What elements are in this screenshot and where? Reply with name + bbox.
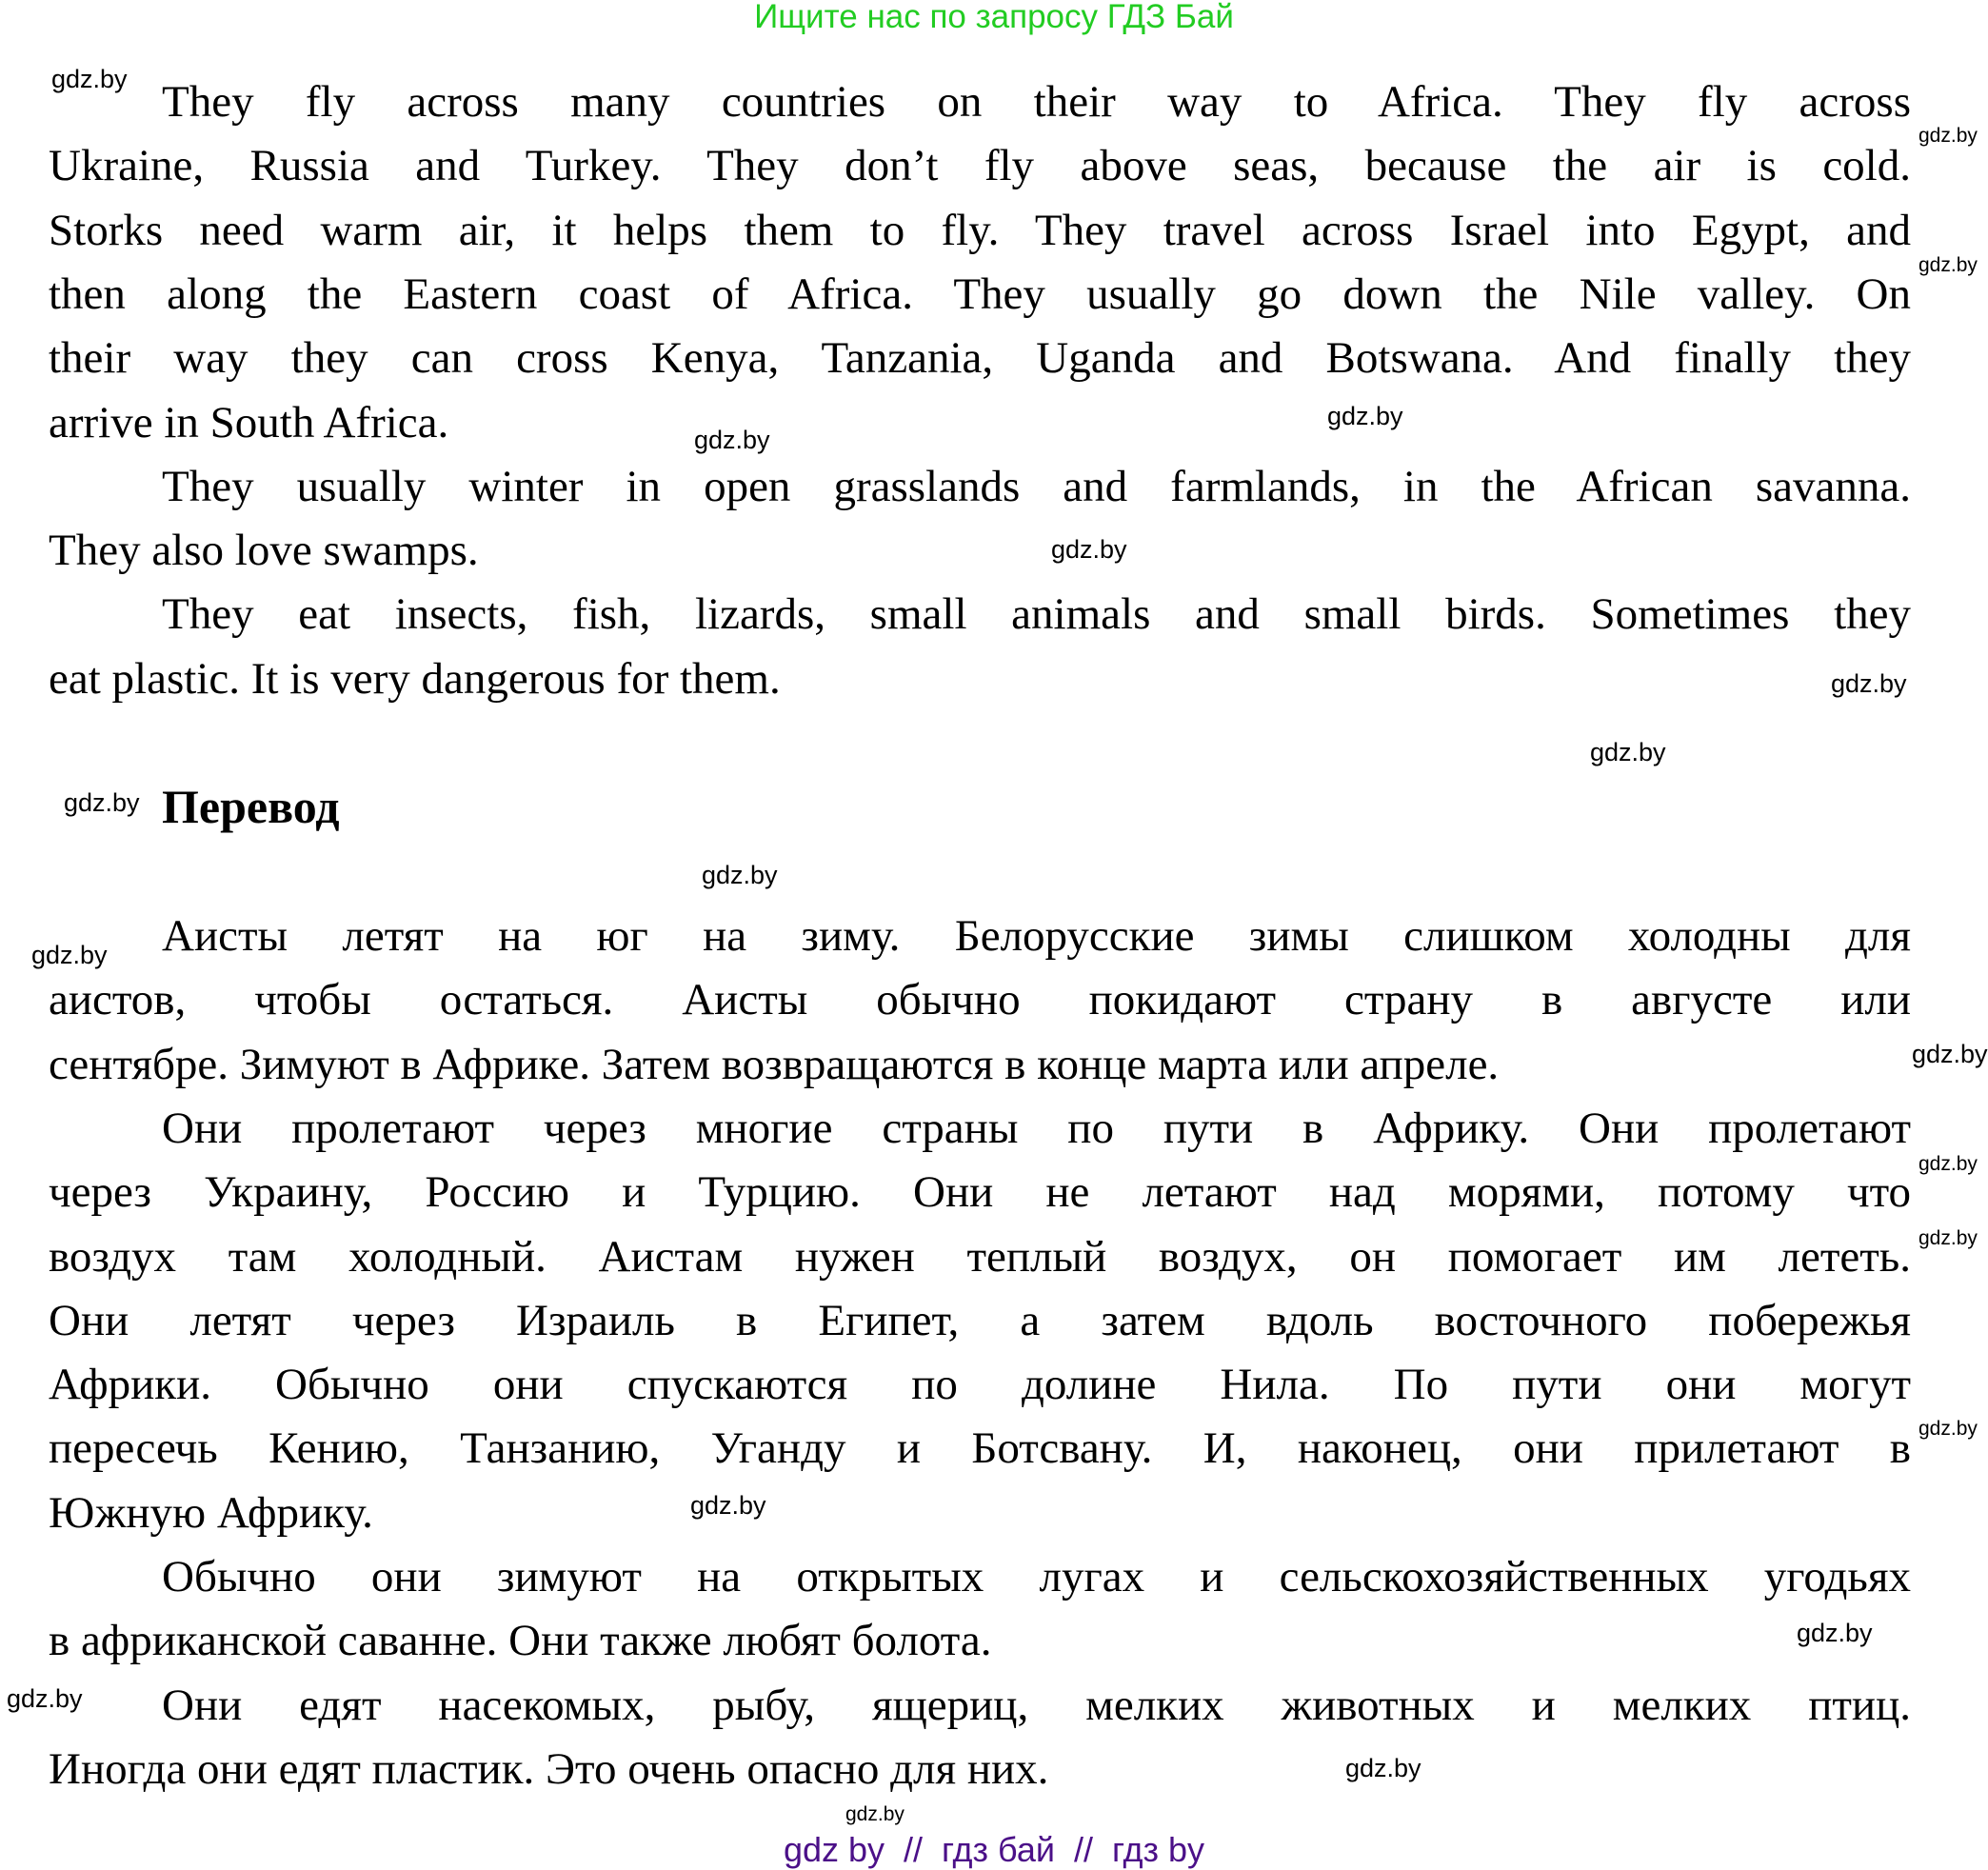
watermark: gdz.by: [1912, 1040, 1988, 1068]
watermark: gdz.by: [1327, 402, 1403, 430]
watermark: gdz.by: [694, 426, 770, 454]
watermark: gdz.by: [1345, 1754, 1421, 1782]
text-line: аистов, чтобы остаться. Аисты обычно покидают страну в августе или: [49, 975, 1911, 1025]
text-line: their way they can cross Kenya, Tanzania, Uganda and Botswana. And finally they: [49, 333, 1911, 384]
text-line: Южную Африку.: [49, 1487, 373, 1538]
text-line: Обычно они зимуют на открытых лугах и сельскохозяйственных угодьях: [162, 1552, 1911, 1601]
text-line: Storks need warm air, it helps them to fly. They travel across Israel into Egypt, and: [49, 205, 1911, 255]
watermark: gdz.by: [1051, 535, 1127, 564]
text-line: Аисты летят на юг на зиму. Белорусские зимы слишком холодны для: [162, 911, 1911, 961]
watermark: gdz.by: [1918, 254, 1978, 276]
watermark: gdz.by: [1831, 669, 1907, 698]
watermark: gdz.by: [690, 1491, 766, 1520]
text-line: They also love swamps.: [49, 526, 479, 576]
footer-banner: gdz by // гдз бай // гдз by: [783, 1830, 1205, 1869]
text-line: arrive in South Africa.: [49, 397, 449, 448]
text-line: then along the Eastern coast of Africa. They usually go down the Nile valley. On: [49, 269, 1911, 319]
search-banner: Ищите нас по запросу ГДЗ Бай: [754, 0, 1234, 35]
text-line: They usually winter in open grasslands and farmlands, in the African savanna.: [162, 461, 1911, 511]
text-line: Ukraine, Russia and Turkey. They don’t fly above seas, because the air is cold.: [49, 141, 1911, 191]
text-line: сентябре. Зимуют в Африке. Затем возвращаются в конце марта или апреле.: [49, 1039, 1500, 1089]
watermark: gdz.by: [1918, 1227, 1978, 1249]
watermark: gdz.by: [64, 788, 140, 817]
text-line: They eat insects, fish, lizards, small animals and small birds. Sometimes they: [162, 589, 1911, 640]
watermark: gdz.by: [845, 1803, 905, 1825]
text-line: Они едят насекомых, рыбу, ящериц, мелких животных и мелких птиц.: [162, 1680, 1911, 1730]
text-line: They fly across many countries on their way to Africa. They fly across: [162, 77, 1911, 127]
text-line: воздух там холодный. Аистам нужен теплый воздух, он помогает им лететь.: [49, 1231, 1911, 1282]
watermark: gdz.by: [7, 1684, 83, 1713]
watermark: gdz.by: [1918, 1418, 1978, 1440]
text-line: в африканской саванне. Они также любят болота.: [49, 1616, 992, 1666]
text-line: пересечь Кению, Танзанию, Уганду и Ботсвану. И, наконец, они прилетают в: [49, 1423, 1911, 1474]
watermark: gdz.by: [1918, 125, 1978, 147]
watermark: gdz.by: [1918, 1153, 1978, 1175]
text-line: Иногда они едят пластик. Это очень опасно для них.: [49, 1743, 1049, 1794]
translation-heading: Перевод: [162, 780, 340, 833]
watermark: gdz.by: [1797, 1619, 1873, 1647]
text-line: Они пролетают через многие страны по пути в Африку. Они пролетают: [162, 1103, 1911, 1153]
watermark: gdz.by: [31, 941, 108, 969]
watermark: gdz.by: [51, 65, 128, 93]
watermark: gdz.by: [702, 861, 778, 889]
text-line: Они летят через Израиль в Египет, а затем вдоль восточного побережья: [49, 1295, 1911, 1345]
text-line: через Украину, Россию и Турцию. Они не летают над морями, потому что: [49, 1167, 1911, 1218]
text-line: eat plastic. It is very dangerous for them.: [49, 653, 781, 704]
watermark: gdz.by: [1590, 738, 1666, 766]
text-line: Африки. Обычно они спускаются по долине Нила. По пути они могут: [49, 1360, 1911, 1410]
